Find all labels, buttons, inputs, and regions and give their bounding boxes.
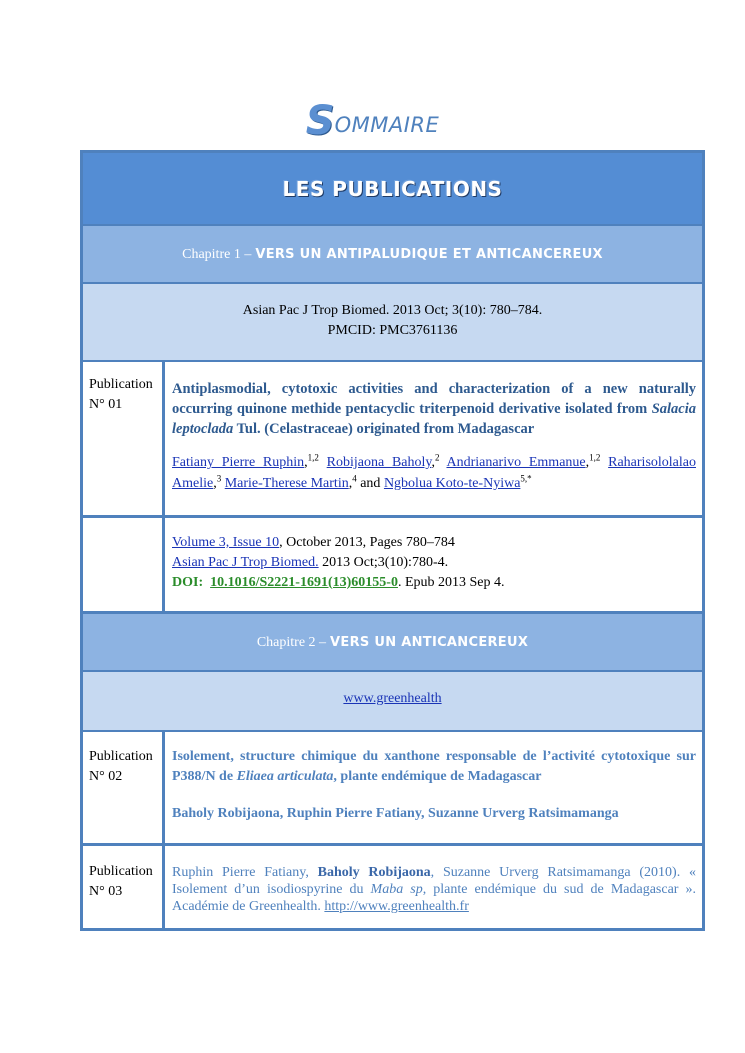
label-line-2: N° 03 (89, 884, 123, 899)
publication-01-details (165, 518, 702, 611)
article-title (172, 379, 696, 439)
chapter-2-title: VERS UN ANTICANCEREUX (330, 635, 529, 650)
author-affiliation: 1,2 (589, 452, 601, 463)
volume-link[interactable]: Volume 3, Issue 10 (172, 535, 280, 550)
empty-label-cell (83, 518, 165, 611)
author-link[interactable]: Raharisololalao Amelie (172, 455, 696, 491)
title-initial: S (305, 98, 335, 144)
label-line-2: N° 02 (89, 769, 123, 784)
publication-03-content (165, 846, 702, 928)
doi-line (172, 573, 696, 593)
author-list: Fatiany Pierre Ruphin,$^{1,2}$ Robijaona Baholy,$^2$ Andrianarivo Emmanue,$^{1,2}$ Raharisololalao Amelie,$^3$ Marie-Therese Martin,$^4$ and Ngbolua Koto-te-Nyiwa$^{5,*}$ (172, 452, 696, 491)
author-affiliation: 1,2 (307, 452, 319, 463)
journal-line (172, 553, 696, 573)
publication-03-citation (172, 864, 696, 915)
author-link[interactable]: Fatiany Pierre Ruphin (172, 455, 305, 470)
author-affiliation: 4 (352, 473, 357, 484)
pub3-author-3: , Suzanne Urverg Ratsimamanga (2010). « Isolement d’un isodiospyrine du (172, 865, 696, 897)
publication-01-label (83, 362, 165, 515)
greenhealth-link[interactable]: www.greenhealth (343, 691, 442, 706)
page-title (0, 98, 745, 144)
publication-03-label (83, 846, 165, 928)
reference-line-2: PMCID: PMC3761136 (327, 323, 458, 338)
author-affiliation: 3 (216, 473, 222, 484)
chapter-2-reference (83, 672, 702, 732)
author-link[interactable]: Robijaona Baholy (326, 455, 432, 470)
publication-02-label (83, 732, 165, 843)
label-line-1: Publication (89, 749, 153, 764)
header-label: LES PUBLICATIONS (282, 177, 503, 201)
pub3-species: Maba sp (370, 882, 423, 897)
title-rest: OMMAIRE (334, 113, 440, 137)
chapter-1-prefix: Chapitre 1 – (182, 247, 252, 262)
doi-label: DOI: (172, 575, 204, 590)
doi-text: . Epub 2013 Sep 4. (397, 575, 505, 590)
pub2-title-species: Eliaea articulata (236, 769, 334, 784)
publication-01-content (165, 362, 702, 515)
publications-table (80, 150, 705, 931)
greenhealth-url-link[interactable]: http://www.greenhealth.fr (324, 899, 469, 914)
pub2-title-part-1: Isolement, structure chimique du xanthone responsable de l’activité cytotoxique sur P388/N de (172, 749, 696, 784)
pub2-title-part-2: , plante endémique de Madagascar (333, 769, 542, 784)
pub3-rest: , plante endémique du sud de Madagascar ». Académie de Greenhealth. (172, 882, 697, 914)
reference-line-1: Asian Pac J Trop Biomed. 2013 Oct; 3(10): 780–784. (242, 303, 543, 318)
author-link[interactable]: Ngbolua Koto-te-Nyiwa (383, 476, 521, 491)
publication-03-row (83, 846, 702, 928)
article-title-part-1: Antiplasmodial, cytotoxic activities and characterization of a new naturally occurring quinone methide pentacyclic triterpenoid derivative isolated from (172, 381, 696, 417)
chapter-1-title: VERS UN ANTIPALUDIQUE ET ANTICANCEREUX (255, 247, 603, 262)
pub3-author-1: Ruphin Pierre Fatiany, (172, 865, 309, 880)
and-word: and (360, 476, 381, 491)
doi-link[interactable]: 10.1016/S2221-1691(13)60155-0 (210, 575, 398, 590)
volume-line (172, 533, 696, 553)
chapter-2-prefix: Chapitre 2 – (256, 635, 327, 650)
author-affiliation: 2 (434, 452, 440, 463)
publication-02-authors: Baholy Robijaona, Ruphin Pierre Fatiany, Suzanne Urverg Ratsimamanga (172, 806, 619, 821)
pub3-author-2: Baholy Robijaona (317, 865, 431, 880)
journal-link[interactable]: Asian Pac J Trop Biomed. (172, 555, 319, 570)
author-link[interactable]: Andrianarivo Emmanue (446, 455, 586, 470)
chapter-2-band (83, 614, 702, 672)
publication-01-row (83, 362, 702, 518)
publication-02-row (83, 732, 702, 846)
table-header (83, 153, 702, 226)
volume-text: , October 2013, Pages 780–784 (279, 535, 455, 550)
article-title-part-2: Tul. (Celastraceae) originated from Madagascar (236, 421, 535, 437)
journal-text: 2013 Oct;3(10):780-4. (318, 555, 449, 570)
publication-02-content (165, 732, 702, 843)
article-title-species: Salacia leptoclada (172, 401, 696, 437)
label-line-1: Publication (89, 864, 153, 879)
label-line-2: N° 01 (89, 397, 123, 412)
label-line-1: Publication (89, 377, 153, 392)
publication-02-title (172, 747, 696, 787)
publication-01-details-row (83, 518, 702, 614)
author-link[interactable]: Marie-Therese Martin (224, 476, 349, 491)
chapter-1-reference (83, 284, 702, 362)
author-affiliation: 5,* (520, 473, 532, 484)
chapter-1-band (83, 226, 702, 284)
